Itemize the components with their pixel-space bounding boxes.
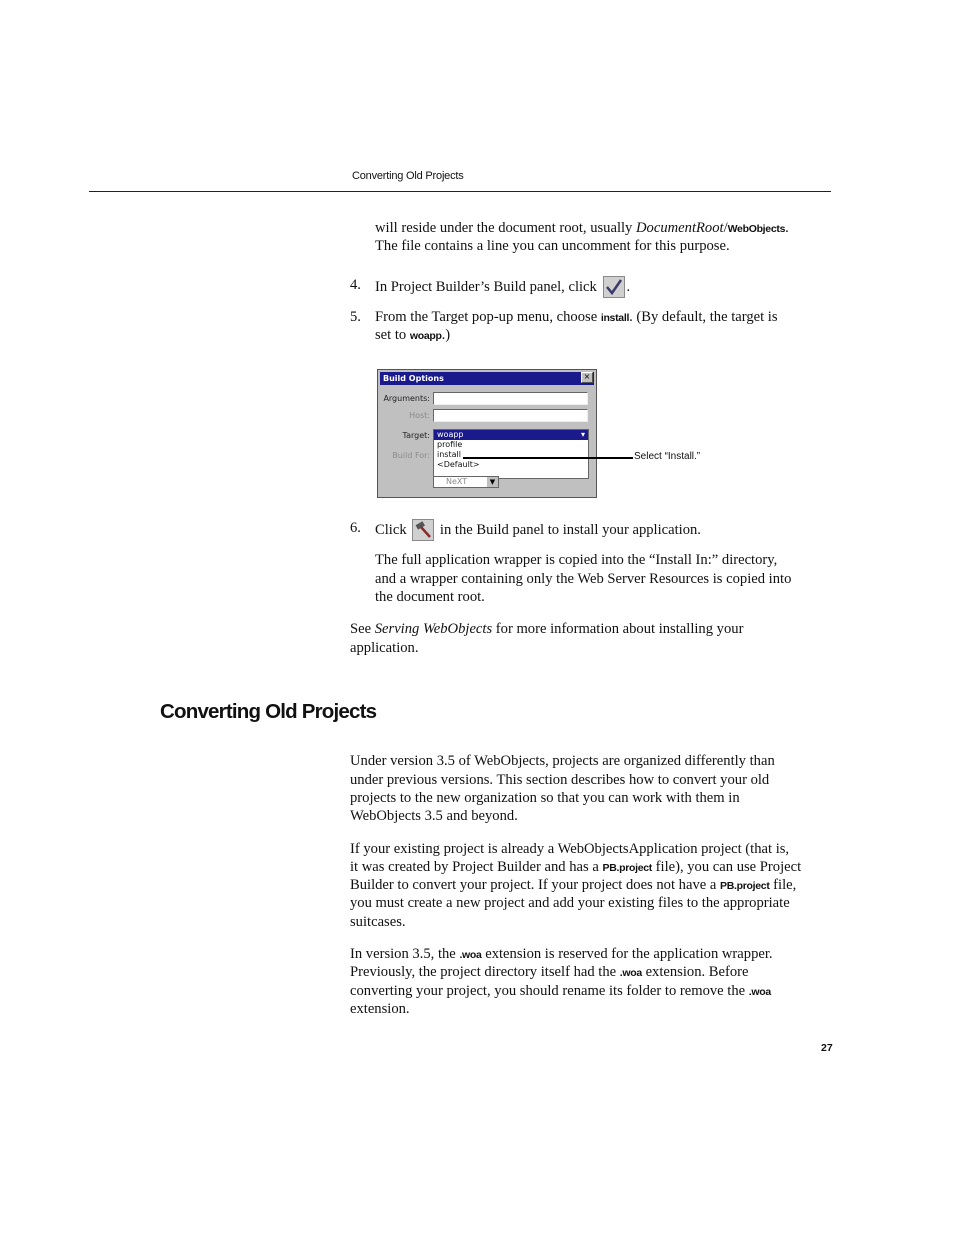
step-4-period: . [626,279,631,295]
target-option-install[interactable]: install [437,450,461,459]
para1-line-4: WebObjects 3.5 and beyond. [350,808,518,824]
target-option-profile[interactable]: profile [437,440,463,449]
step-4-number: 4. [350,277,361,293]
section-title: Converting Old Projects [160,700,377,723]
step-5-text: From the Target pop-up menu, choose [375,309,601,325]
arguments-field[interactable] [433,392,588,405]
callout-line [463,457,633,459]
para1-line-2: under previous versions. This section describes how to convert your old [350,772,770,788]
build-options-dialog [377,369,597,498]
intro-line-1 [375,219,789,239]
see-rest: for more information about installing your [492,621,744,637]
slash: / [723,220,728,236]
para3-text: extension. Before [641,964,749,980]
page-number: 27 [821,1042,833,1054]
dropdown-arrow-icon: ▼ [487,477,498,487]
para3-line-3 [350,982,771,1002]
webobjects-code: WebObjects [727,223,786,235]
para1-line-1: Under version 3.5 of WebObjects, projects are organized differently than [350,753,775,769]
dialog-title: Build Options [380,372,594,385]
step-5-mid: . (By default, the target is [629,309,778,325]
para3-line-2 [350,963,749,983]
step-5-line2-end: .) [441,327,451,343]
intro-line-2: The file contains a line you can uncomment for this purpose. [375,238,730,254]
woapp-code: woapp [409,330,442,342]
target-label: Target: [402,431,430,440]
pb-project-code: PB.project [602,862,652,874]
para2-text: file), you can use Project [652,859,802,875]
target-dropdown-list[interactable] [433,429,589,479]
target-option-default[interactable]: <Default> [437,460,480,469]
para2-text: Builder to convert your project. If your project does not have a [350,877,720,893]
target-option-woapp[interactable] [434,430,588,440]
para2-line-5: suitcases. [350,914,406,930]
para3-line-1 [350,945,773,965]
step-5-line-2 [375,326,450,346]
build-for-select[interactable] [433,476,499,488]
hammer-icon [412,519,434,541]
period: . [785,220,789,236]
para2-text: file, [769,877,797,893]
para2-line-4: you must create a new project and add your existing files to the appropriate [350,895,790,911]
woa-code: .woa [459,949,482,961]
step-4-label: In Project Builder’s Build panel, click [375,279,597,295]
close-icon[interactable]: × [581,372,593,383]
host-label: Host: [409,411,430,420]
host-field[interactable] [433,409,588,422]
see-para-line-1 [350,620,743,639]
para3-text: In version 3.5, the [350,946,460,962]
dropdown-arrow-icon: ▾ [580,430,585,439]
step-6-para-line-2: and a wrapper containing only the Web Server Resources is copied into [375,571,792,587]
header-rule [89,191,831,192]
woa-code: .woa [619,967,642,979]
para2-line-2 [350,858,801,878]
step-6-number: 6. [350,520,361,536]
build-for-label: Build For: [392,451,430,460]
step-6-para-line-1: The full application wrapper is copied into the “Install In:” directory, [375,552,778,568]
running-head: Converting Old Projects [352,170,464,182]
step-5-line-1 [375,308,778,328]
para1-line-3: projects to the new organization so that you can work with them in [350,790,740,806]
arguments-label: Arguments: [383,394,430,403]
para3-line-4: extension. [350,1001,410,1017]
build-for-value: NeXT [446,477,468,486]
para2-text: it was created by Project Builder and has a [350,859,603,875]
para3-text: Previously, the project directory itself had the [350,964,620,980]
see-para-line-2: application. [350,640,419,656]
para2-line-3 [350,876,796,896]
para3-text: extension is reserved for the application wrapper. [481,946,773,962]
step-6-label: Click [375,522,407,538]
callout-text: Select “Install.” [634,451,701,462]
doc-root-term: DocumentRoot [636,220,724,236]
pb-project-code: PB.project [720,880,770,892]
step-6-rest: in the Build panel to install your application. [436,522,701,538]
para2-line-1: If your existing project is already a WebObjectsApplication project (that is, [350,841,790,857]
intro-text: will reside under the document root, usually [375,220,637,236]
see-text: See [350,621,375,637]
para3-text: converting your project, you should rename its folder to remove the [350,983,749,999]
step-6-para-line-3: the document root. [375,589,485,605]
step-6-text [375,519,701,541]
step-4-text [375,276,630,298]
step-5-number: 5. [350,309,361,325]
target-option-label: woapp [437,430,464,439]
install-code: install [600,312,630,324]
step-5-line2-text: set to [375,327,410,343]
checkmark-icon [603,276,625,298]
woa-code: .woa [748,986,771,998]
book-title: Serving WebObjects [374,621,493,637]
